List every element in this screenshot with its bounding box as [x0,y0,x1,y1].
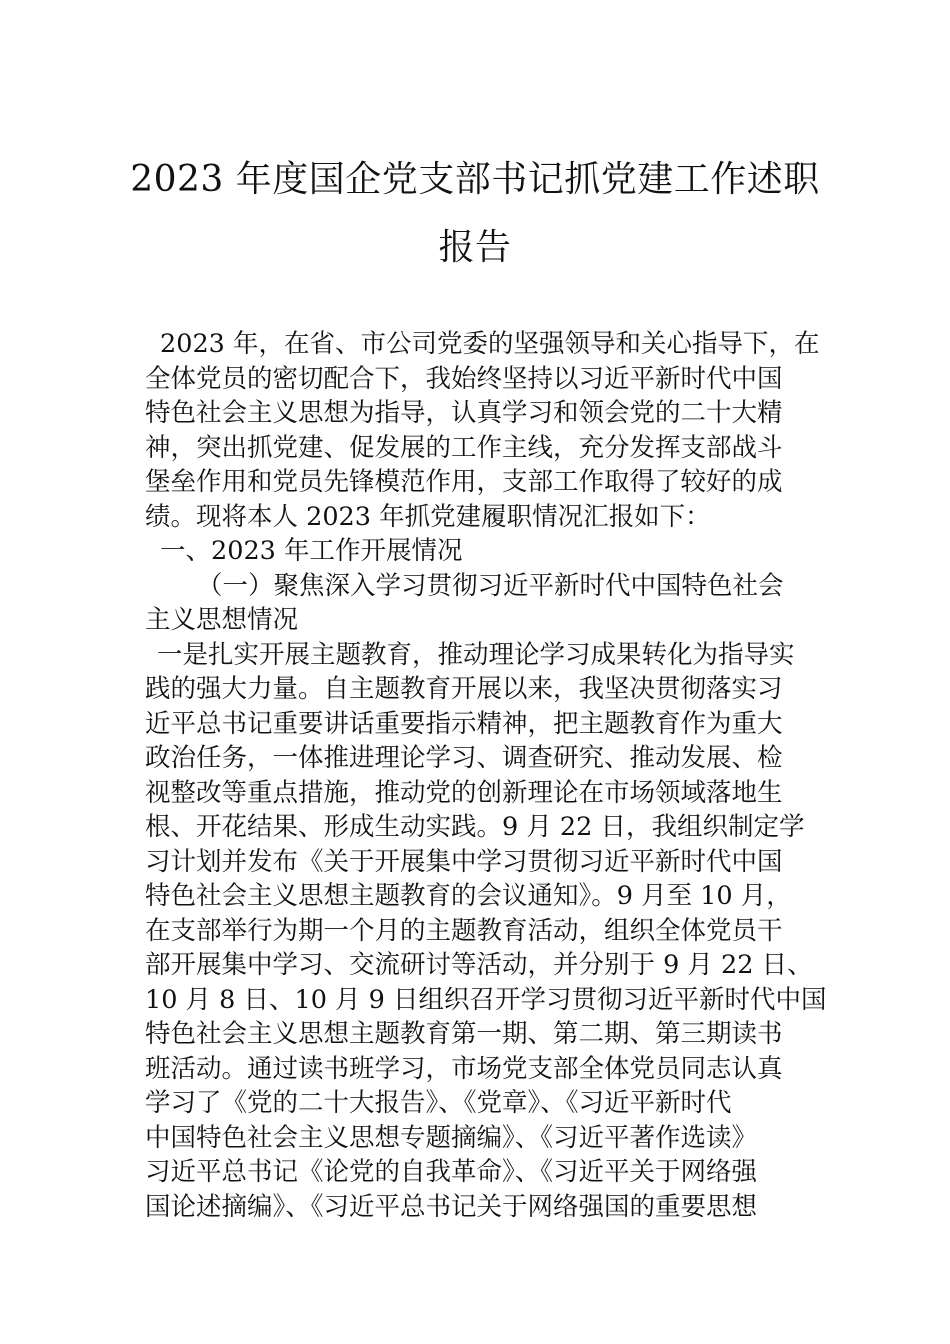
paragraph-line: 国论述摘编》、《习近平总书记关于网络强国的重要思想 [145,1192,758,1222]
paragraph-line: 全体党员的密切配合下，我始终坚持以习近平新时代中国 [145,364,783,394]
paragraph-line: 在支部举行为期一个月的主题教育活动，组织全体党员干 [145,916,783,946]
paragraph-line: 特色社会主义思想主题教育第一期、第二期、第三期读书 [145,1019,783,1049]
subsection-heading: （一）聚焦深入学习贯彻习近平新时代中国特色社会 [197,571,784,601]
subsection-heading-continued: 主义思想情况 [145,605,299,635]
title-line: 报告 [438,227,512,268]
paragraph-line: 特色社会主义思想为指导，认真学习和领会党的二十大精 [145,398,783,428]
paragraph-line: 班活动。通过读书班学习，市场党支部全体党员同志认真 [145,1054,783,1084]
paragraph-line: 2023 年，在省、市公司党委的坚强领导和关心指导下，在 [160,329,820,359]
paragraph-line: 中国特色社会主义思想专题摘编》、《习近平著作选读》 [145,1123,758,1153]
paragraph-line: 神，突出抓党建、促发展的工作主线，充分发挥支部战斗 [145,433,783,463]
paragraph-line: 绩。现将本人 2023 年抓党建履职情况汇报如下： [145,502,711,532]
section-heading: 一、2023 年工作开展情况 [160,536,463,566]
paragraph-line: 近平总书记重要讲话重要指示精神，把主题教育作为重大 [145,709,783,739]
paragraph-line: 学习了《党的二十大报告》、《党章》、《习近平新时代 [145,1088,732,1118]
paragraph-line: 习近平总书记《论党的自我革命》、《习近平关于网络强 [145,1157,758,1187]
paragraph-line: 10 月 8 日、10 月 9 日组织召开学习贯彻习近平新时代中国 [145,985,827,1015]
paragraph-line: 堡垒作用和党员先锋模范作用，支部工作取得了较好的成 [145,467,783,497]
paragraph-line: 特色社会主义思想主题教育的会议通知》。9 月至 10 月， [145,881,792,911]
paragraph-line: 习计划并发布《关于开展集中学习贯彻习近平新时代中国 [145,847,783,877]
paragraph-line: 视整改等重点措施，推动党的创新理论在市场领域落地生 [145,778,783,808]
title-line: 2023 年度国企党支部书记抓党建工作述职 [130,159,820,200]
paragraph-line: 践的强大力量。自主题教育开展以来，我坚决贯彻落实习 [145,674,783,704]
paragraph-line: 部开展集中学习、交流研讨等活动，并分别于 9 月 22 日、 [145,950,813,980]
paragraph-line: 政治任务，一体推进理论学习、调查研究、推动发展、检 [145,743,783,773]
paragraph-line: 根、开花结果、形成生动实践。9 月 22 日，我组织制定学 [145,812,805,842]
paragraph-line: 一是扎实开展主题教育，推动理论学习成果转化为指导实 [157,640,795,670]
document-title [0,160,950,268]
